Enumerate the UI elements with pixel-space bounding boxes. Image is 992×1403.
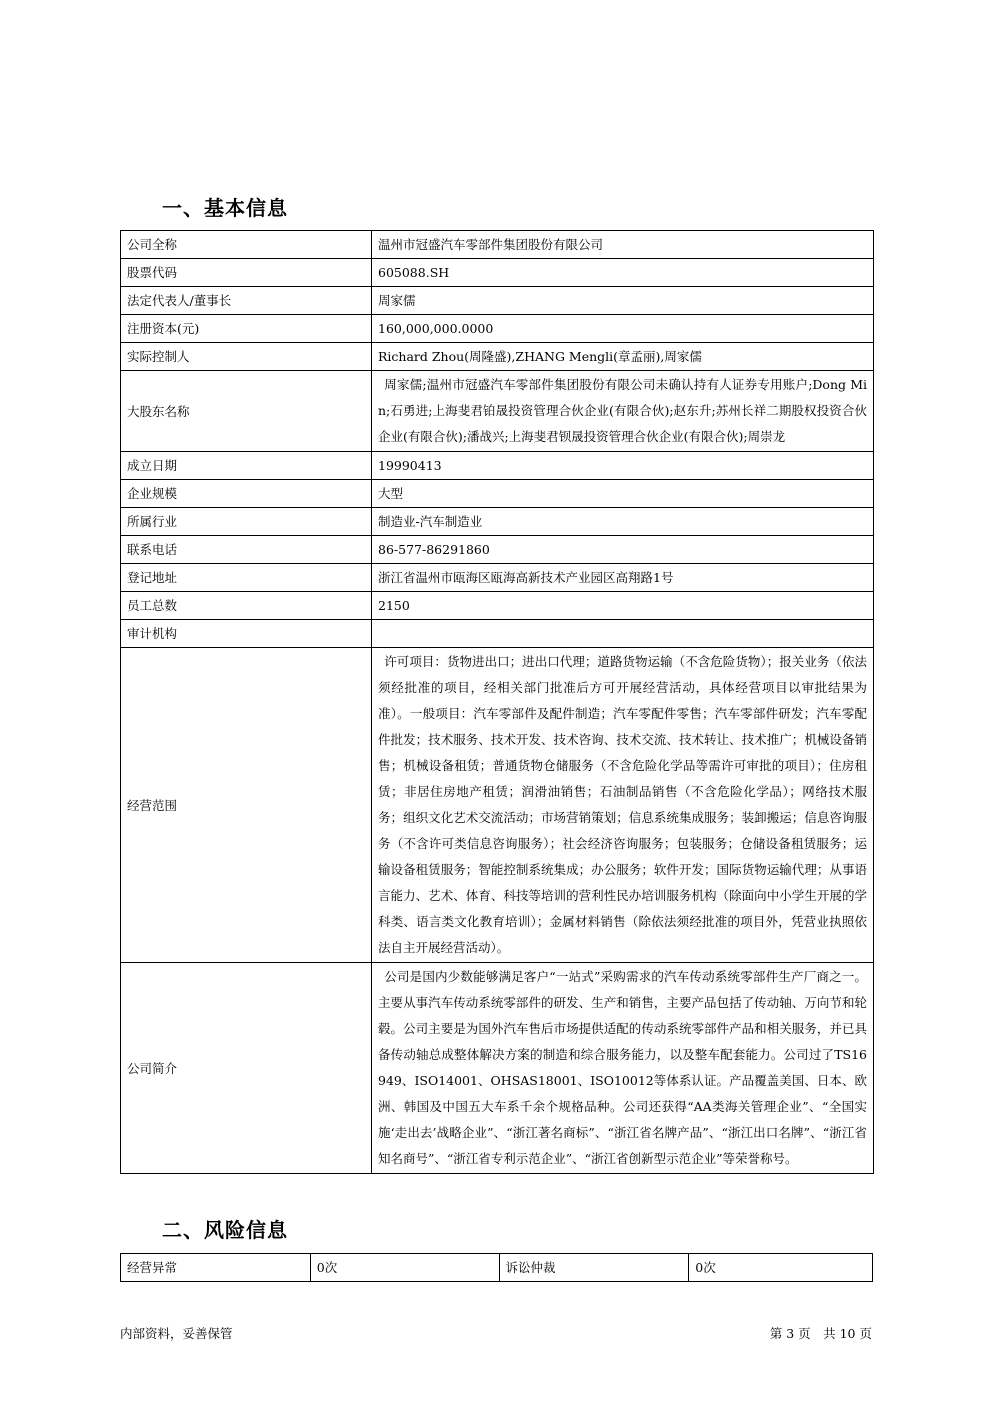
row-value: 制造业-汽车制造业 [372, 508, 874, 536]
row-label: 法定代表人/董事长 [121, 287, 372, 315]
table-row [121, 287, 874, 315]
row-label: 成立日期 [121, 452, 372, 480]
table-row [121, 371, 874, 452]
row-label: 经营范围 [121, 648, 372, 963]
table-row [121, 508, 874, 536]
row-label: 股票代码 [121, 259, 372, 287]
basic-info-table [120, 230, 874, 1174]
table-row [121, 648, 874, 963]
table-row [121, 231, 874, 259]
footer-confidential: 内部资料，妥善保管 [120, 1326, 233, 1341]
row-value: 周家儒;温州市冠盛汽车零部件集团股份有限公司未确认持有人证券专用账户;Dong Min;石勇进;上海斐君铂晟投资管理合伙企业(有限合伙);赵东升;苏州长祥二期股权投资合伙企业(有限合伙);潘战兴;上海斐君钡晟投资管理合伙企业(有限合伙);周崇龙 [372, 371, 874, 452]
row-value [372, 620, 874, 648]
row-value: 605088.SH [372, 259, 874, 287]
row-label: 登记地址 [121, 564, 372, 592]
table-row [121, 315, 874, 343]
row-value: 浙江省温州市瓯海区瓯海高新技术产业园区高翔路1号 [372, 564, 874, 592]
table-row [121, 343, 874, 371]
row-label: 员工总数 [121, 592, 372, 620]
table-row [121, 480, 874, 508]
row-label: 企业规模 [121, 480, 372, 508]
row-value: 周家儒 [372, 287, 874, 315]
row-value: 许可项目：货物进出口；进出口代理；道路货物运输（不含危险货物）；报关业务（依法须经批准的项目，经相关部门批准后方可开展经营活动，具体经营项目以审批结果为准）。一般项目：汽车零部件及配件制造；汽车零配件零售；汽车零部件研发；汽车零配件批发；技术服务、技术开发、技术咨询、技术交流、技术转让、技术推广；机械设备销售；机械设备租赁；普通货物仓储服务（不含危险化学品等需许可审批的项目）；住房租赁；非居住房地产租赁；润滑油销售；石油制品销售（不含危险化学品）；网络技术服务；组织文化艺术交流活动；市场营销策划；信息系统集成服务；装卸搬运；信息咨询服务（不含许可类信息咨询服务）；社会经济咨询服务；包装服务；仓储设备租赁服务；运输设备租赁服务；智能控制系统集成；办公服务；软件开发；国际货物运输代理；从事语言能力、艺术、体育、科技等培训的营利性民办培训服务机构（除面向中小学生开展的学科类、语言类文化教育培训）；金属材料销售（除依法须经批准的项目外，凭营业执照依法自主开展经营活动）。 [372, 648, 874, 963]
row-label: 实际控制人 [121, 343, 372, 371]
risk-value-abnormal: 0次 [310, 1254, 499, 1282]
row-label: 大股东名称 [121, 371, 372, 452]
row-label: 公司全称 [121, 231, 372, 259]
table-row [121, 592, 874, 620]
row-value: Richard Zhou(周隆盛),ZHANG Mengli(章孟丽),周家儒 [372, 343, 874, 371]
row-label: 公司简介 [121, 963, 372, 1174]
footer-page-number: 第 3 页 共 10 页 [769, 1326, 872, 1341]
row-value: 160,000,000.0000 [372, 315, 874, 343]
table-row [121, 963, 874, 1174]
row-value: 86-577-86291860 [372, 536, 874, 564]
row-label: 所属行业 [121, 508, 372, 536]
row-value: 公司是国内少数能够满足客户“一站式”采购需求的汽车传动系统零部件生产厂商之一。主要从事汽车传动系统零部件的研发、生产和销售，主要产品包括了传动轴、万向节和轮毂。公司主要是为国外汽车售后市场提供适配的传动系统零部件产品和相关服务，并已具备传动轴总成整体解决方案的制造和综合服务能力，以及整车配套能力。公司过了TS16949、ISO14001、OHSAS18001、ISO10012等体系认证。产品覆盖美国、日本、欧洲、韩国及中国五大车系千余个规格品种。公司还获得“AA类海关管理企业”、“全国实施‘走出去’战略企业”、“浙江著名商标”、“浙江省名牌产品”、“浙江出口名牌”、“浙江省知名商号”、“浙江省专利示范企业”、“浙江省创新型示范企业”等荣誉称号。 [372, 963, 874, 1174]
table-row [121, 564, 874, 592]
table-row [121, 259, 874, 287]
row-label: 注册资本(元) [121, 315, 372, 343]
row-label: 审计机构 [121, 620, 372, 648]
row-value: 大型 [372, 480, 874, 508]
row-value: 温州市冠盛汽车零部件集团股份有限公司 [372, 231, 874, 259]
table-row [121, 536, 874, 564]
row-value: 19990413 [372, 452, 874, 480]
row-value: 2150 [372, 592, 874, 620]
row-label: 联系电话 [121, 536, 372, 564]
table-row [121, 620, 874, 648]
section-title-basic: 一、基本信息 [162, 196, 288, 220]
risk-info-table [120, 1253, 873, 1282]
risk-value-litigation: 0次 [689, 1254, 873, 1282]
risk-label-abnormal: 经营异常 [121, 1254, 311, 1282]
section-title-risk: 二、风险信息 [162, 1218, 288, 1242]
table-row [121, 452, 874, 480]
risk-label-litigation: 诉讼仲裁 [499, 1254, 689, 1282]
table-row [121, 1254, 873, 1282]
